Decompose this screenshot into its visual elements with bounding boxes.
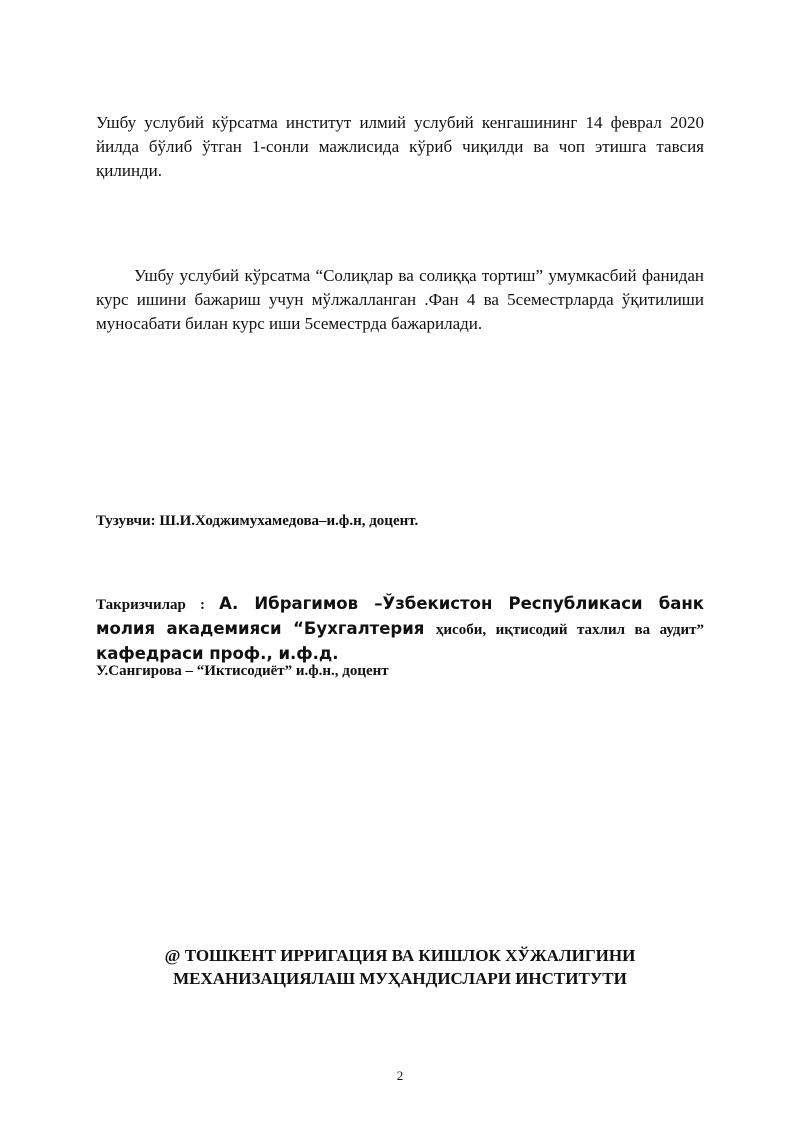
reviewer1-name-part1: А. Ибрагимов –Ўзбекистон Республикаси банк молия академияси “Бухгалтерия bbox=[96, 594, 704, 638]
reviewers-label: Такризчилар : bbox=[96, 597, 220, 613]
reviewer1-name-part3: кафедраси проф., и.ф.д. bbox=[96, 644, 339, 663]
institute-name bbox=[96, 944, 704, 990]
page-number: 2 bbox=[396, 1068, 404, 1083]
approval-paragraph: Ушбу услубий кўрсатма институт илмий услубий кенгашининг 14 феврал 2020 йилда бўлиб ўтган 1-сонли мажлисида кўриб чиқилди ва чоп этишга тавсия қилинди. bbox=[96, 113, 704, 180]
reviewer1-name-part2: ҳисоби, иқтисодий тахлил ва аудит” bbox=[435, 622, 704, 638]
reviewers-block bbox=[96, 592, 704, 667]
institute-line2: МЕХАНИЗАЦИЯЛАШ МУҲАНДИСЛАРИ ИНСТИТУТИ bbox=[173, 969, 627, 988]
institute-line1: @ ТОШКЕНТ ИРРИГАЦИЯ ВА КИШЛОК ХЎЖАЛИГИНИ bbox=[164, 946, 636, 965]
purpose-paragraph: Ушбу услубий кўрсатма “Солиқлар ва солиққа тортиш” умумкасбий фанидан курс ишини бажариш учун мўлжалланган .Фан 4 ва 5семестрларда ўқитилиши муносабати билан курс иши 5семестрда бажарилади. bbox=[96, 266, 704, 333]
reviewer2-line: У.Сангирова – “Иктисодиёт” и.ф.н., доцент bbox=[96, 663, 389, 679]
author-line: Тузувчи: Ш.И.Ходжимухамедова–и.ф.н, доцент. bbox=[96, 513, 419, 529]
